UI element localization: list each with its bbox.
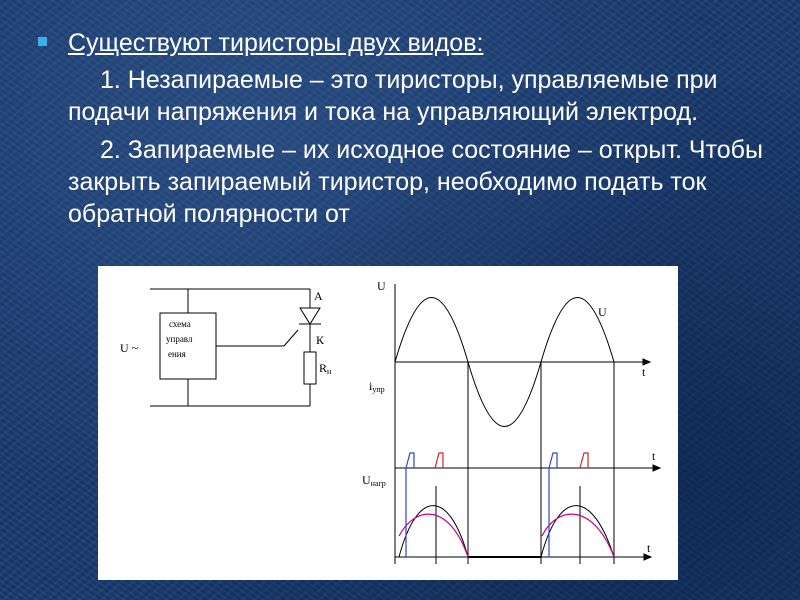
thyristor-figure xyxy=(98,266,678,580)
slide-text xyxy=(38,28,778,230)
circuit-diagram xyxy=(150,289,321,406)
gate-pulse-red-1 xyxy=(435,453,443,468)
t2-label: t xyxy=(652,449,656,463)
i-subscript: упр xyxy=(372,385,385,394)
i-control-label xyxy=(369,379,385,394)
load-subscript: н xyxy=(327,367,332,376)
t1-label: t xyxy=(642,365,646,379)
t3-label: t xyxy=(647,541,651,555)
timing-axes xyxy=(395,284,660,564)
bullet-icon xyxy=(38,37,47,46)
un-subscript: нагр xyxy=(370,479,386,488)
i-letter: i xyxy=(369,379,373,393)
heading-line xyxy=(38,28,778,58)
anode-label: А xyxy=(314,289,323,303)
control-box-line-1: схема xyxy=(169,319,191,329)
control-box-line-3: ения xyxy=(168,349,186,359)
gate-pulse-blue-1 xyxy=(406,453,414,468)
slide-heading: Существуют тиристоры двух видов: xyxy=(68,29,484,57)
figure-svg xyxy=(98,266,678,580)
load-letter: R xyxy=(319,361,328,375)
cathode-label: К xyxy=(316,333,325,347)
load-resistor xyxy=(304,352,316,384)
thyristor-symbol xyxy=(300,308,320,324)
gate-pulse-blue-2 xyxy=(549,453,557,468)
load-halfwave-1 xyxy=(399,506,468,557)
load-voltage-2 xyxy=(542,514,614,557)
u-curve-label: U xyxy=(598,305,607,319)
load-halfwave-2 xyxy=(541,506,614,557)
u-load-label xyxy=(362,473,386,488)
source-label: U ~ xyxy=(120,341,139,355)
t-axis-2-arrow xyxy=(653,465,660,471)
paragraph-1-text: 1. Незапираемые – это тиристоры, управляемые при подачи напряжения и тока на управляющий электрод. xyxy=(68,66,718,126)
gate-pulse-red-2 xyxy=(580,453,588,468)
un-letter: U xyxy=(362,473,371,487)
control-pulses xyxy=(399,453,614,557)
load-label xyxy=(319,361,332,376)
load-voltage-1 xyxy=(399,514,468,557)
paragraph-latching xyxy=(38,134,778,230)
control-box-line-2: управл xyxy=(166,334,193,344)
u-axis-label: U xyxy=(377,279,386,293)
paragraph-2-text: 2. Запираемые – их исходное состояние – открыт. Чтобы закрыть запираемый тиристор, необходимо подать ток обратной полярности от xyxy=(68,136,763,228)
paragraph-non-latching xyxy=(38,64,778,128)
gate-lead xyxy=(284,330,298,346)
